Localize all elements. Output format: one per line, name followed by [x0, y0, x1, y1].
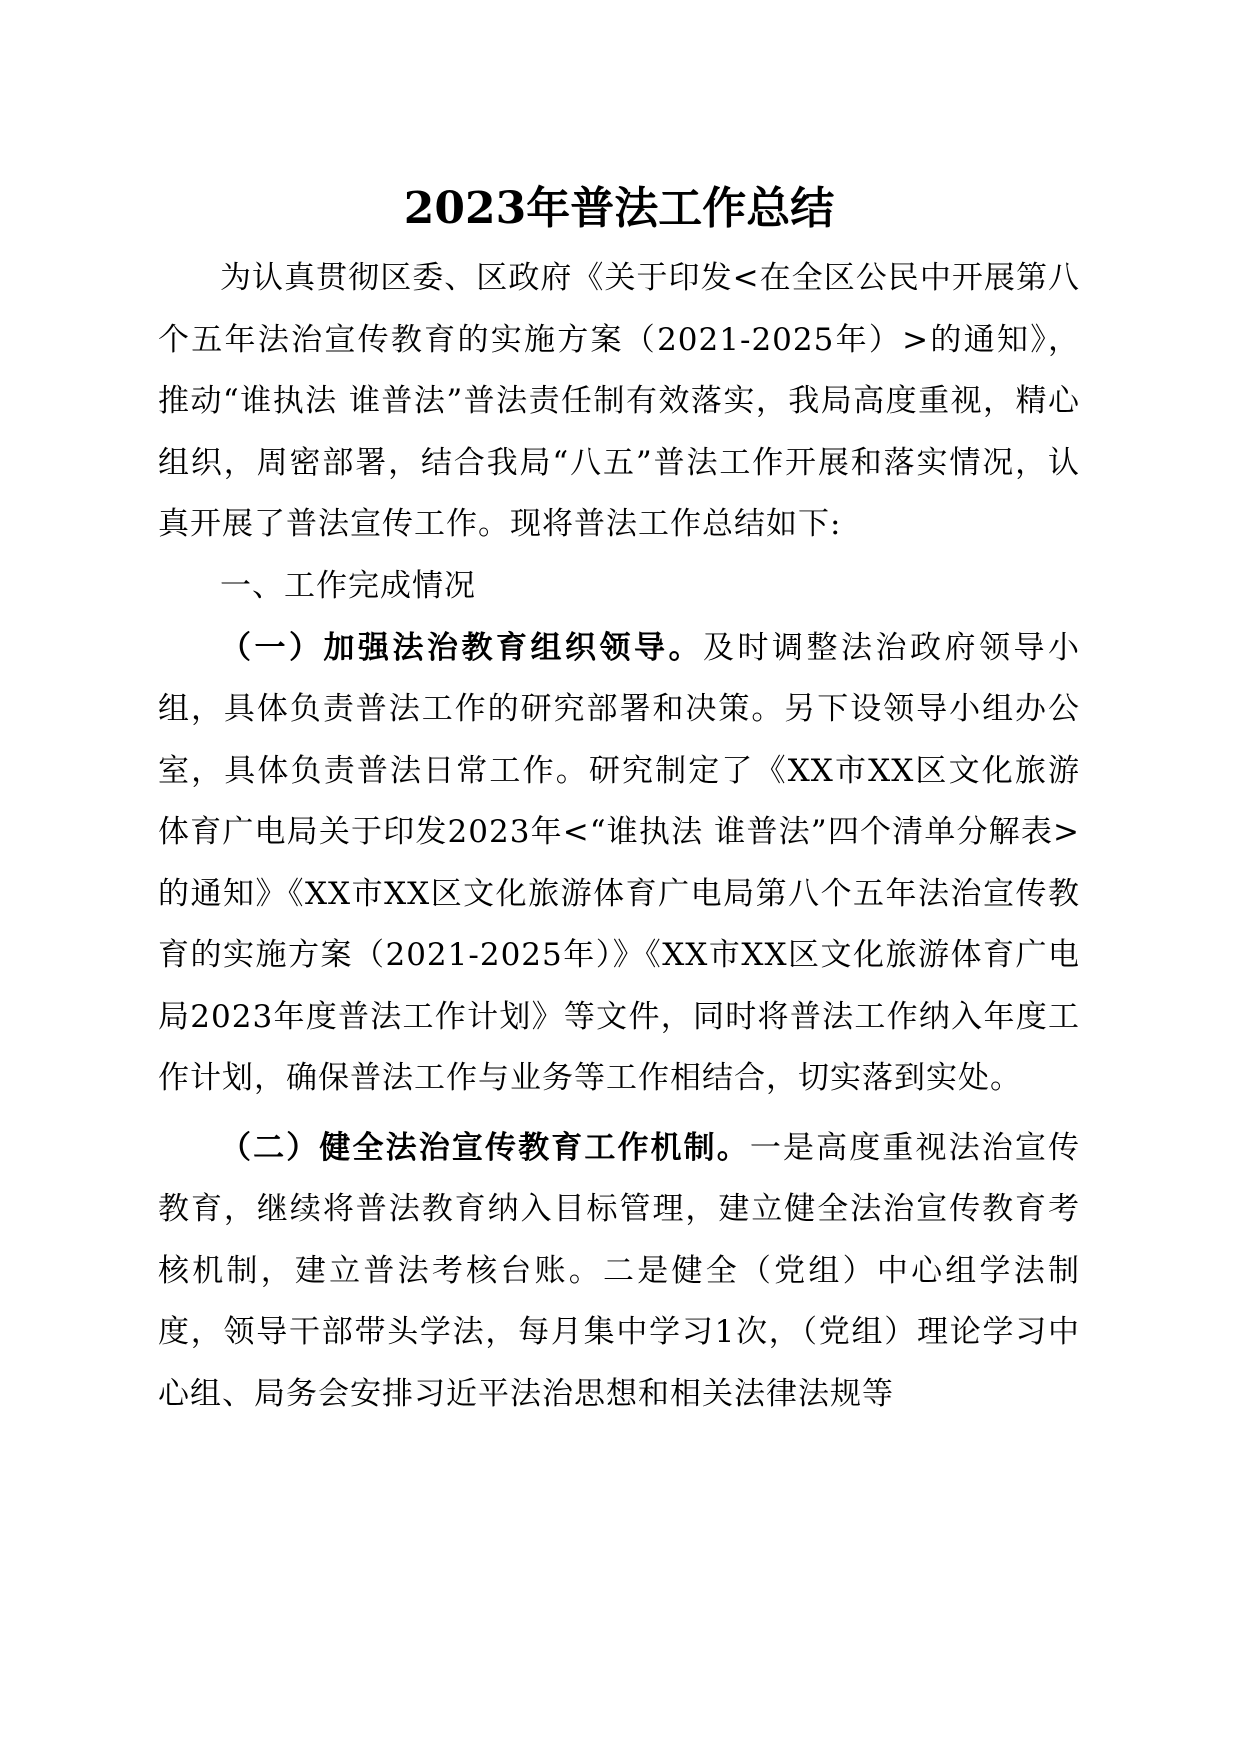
subsection-1-paragraph — [158, 618, 1080, 1110]
subsection-1-lead: （一）加强法治教育组织领导。 — [220, 629, 703, 666]
subsection-1-body: 及时调整法治政府领导小组，具体负责普法工作的研究部署和决策。另下设领导小组办公室，具体负责普法日常工作。研究制定了《XX市XX区文化旅游体育广电局关于印发2023年<“谁执法 谁普法”四个清单分解表>的通知》《XX市XX区文化旅游体育广电局第八个五年法治宣传教育的实施方案（2021-2025年）》《XX市XX区文化旅游体育广电局2023年度普法工作计划》等文件，同时将普法工作纳入年度工作计划，确保普法工作与业务等工作相结合，切实落到实处。 — [158, 629, 1080, 1096]
intro-paragraph: 为认真贯彻区委、区政府《关于印发<在全区公民中开展第八个五年法治宣传教育的实施方案（2021-2025年）>的通知》，推动“谁执法 谁普法”普法责任制有效落实，我局高度重视，精心组织，周密部署，结合我局“八五”普法工作开展和落实情况，认真开展了普法宣传工作。现将普法工作总结如下: — [158, 260, 1080, 542]
section-heading-work-completion: 一、工作完成情况 — [220, 567, 476, 604]
subsection-2-paragraph — [158, 1118, 1080, 1426]
subsection-2-lead: （二）健全法治宣传教育工作机制。 — [220, 1129, 750, 1166]
document-title: 2023年普法工作总结 — [403, 183, 835, 234]
subsection-2-body: 一是高度重视法治宣传教育，继续将普法教育纳入目标管理，建立健全法治宣传教育考核机制，建立普法考核台账。二是健全（党组）中心组学法制度，领导干部带头学法，每月集中学习1次，（党组）理论学习中心组、局务会安排习近平法治思想和相关法律法规等 — [158, 1129, 1081, 1412]
document-body — [158, 178, 1080, 1425]
